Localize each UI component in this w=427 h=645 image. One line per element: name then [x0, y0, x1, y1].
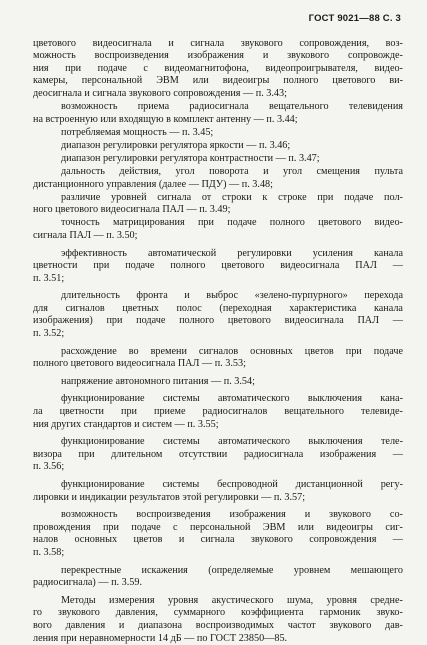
text-line: возможность воспроизведения изображения и звукового со- [61, 509, 403, 521]
paragraph [33, 376, 403, 389]
text-line: изображения) при подаче полного цветового видеосигнала ПАЛ — [33, 315, 403, 327]
paragraph [33, 140, 403, 153]
text-line: напряжение автономного питания — п. 3.54; [61, 375, 255, 387]
paragraph-gap [33, 243, 403, 248]
paragraph [33, 290, 403, 340]
text-line: дальность действия, угол поворота и угол смещения пульта [61, 165, 403, 177]
text-line: можность воспроизведения изображения и звукового сопровожде- [33, 50, 403, 62]
text-line: п. 3.52; [33, 328, 65, 340]
paragraph [33, 38, 403, 101]
paragraph [33, 346, 403, 371]
paragraph-gap [33, 504, 403, 509]
paragraph [33, 479, 403, 504]
text-line: ния других стандартов и систем — п. 3.55; [33, 418, 219, 430]
text-line: функционирование системы автоматического выключения теле- [61, 436, 403, 448]
text-line: перекрестные искажения (определяемые уровнем мешающего [61, 564, 403, 576]
paragraph-gap [33, 388, 403, 393]
text-line: лировки и индикации результатов этой регулировки — п. 3.57; [33, 491, 306, 503]
text-line: диапазон регулировки регулятора контрастности — п. 3.47; [61, 152, 320, 164]
text-line: функционирование системы беспроводной дистанционной регу- [61, 479, 403, 490]
text-line: радиосигнала) — п. 3.59. [33, 577, 143, 589]
text-line: для сигналов цветных полос (переходная характеристика канала [33, 302, 403, 314]
paragraph [33, 509, 403, 559]
text-line: п. 3.58; [33, 546, 65, 558]
text-line: п. 3.56; [33, 461, 65, 473]
text-line: дистанционного управления (далее — ПДУ) — п. 3.48; [33, 178, 273, 190]
text-line: длительность фронта и выброс «зелено-пурпурного» перехода [61, 290, 403, 302]
text-line: провождения при подаче с персональной ЭВМ или видеоигры сиг- [33, 521, 403, 533]
paragraph-gap [33, 474, 403, 479]
paragraph [33, 595, 403, 645]
document-body [33, 37, 403, 645]
paragraph [33, 153, 403, 166]
paragraph [33, 217, 403, 242]
text-line: расхождение во времени сигналов основных цветов при подаче [61, 345, 403, 357]
text-line: точность матрицирования при подаче полного цветового видео- [61, 217, 403, 229]
text-line: го звукового давления, суммарного коэффициента гармоник звуко- [33, 607, 403, 619]
text-line: визора при длительном отсутствии радиосигнала изображения — [33, 448, 403, 460]
text-line: ления при неравномерности 14 дБ — по ГОСТ 23850—85. [33, 632, 288, 644]
text-line: камеры, персональной ЭВМ или видеоигры полного цветового ви- [33, 75, 403, 87]
paragraph-gap [33, 285, 403, 290]
paragraph [33, 166, 403, 191]
paragraph [33, 393, 403, 431]
paragraph-gap [33, 590, 403, 595]
text-line: на встроенную или входящую в комплект антенну — п. 3.44; [33, 113, 298, 125]
text-line: полного цветового видеосигнала ПАЛ — п. 3.53; [33, 358, 246, 370]
paragraph [33, 436, 403, 474]
paragraph-gap [33, 371, 403, 376]
text-line: вого давления и диапазона воспроизводимых частот звукового дав- [33, 619, 403, 631]
text-line: ния при подаче с видеомагнитофона, видеопроигрывателя, видео- [33, 62, 403, 74]
text-line: ного цветового видеосигнала ПАЛ — п. 3.49; [33, 204, 231, 216]
text-line: деосигнала и сигнала звукового сопровождения — п. 3.43; [33, 87, 287, 99]
text-line: диапазон регулировки регулятора яркости — п. 3.46; [61, 139, 291, 151]
paragraph-gap [33, 560, 403, 565]
text-line: сигнала ПАЛ — п. 3.50; [33, 229, 138, 241]
paragraph [33, 127, 403, 140]
text-line: функционирование системы автоматического выключения кана- [61, 393, 403, 405]
paragraph [33, 565, 403, 590]
text-line: цветности при подаче полного цветового видеосигнала ПАЛ — [33, 260, 403, 272]
paragraph [33, 101, 403, 126]
text-line: Методы измерения уровня акустического шума, уровня средне- [61, 594, 403, 606]
paragraph [33, 248, 403, 286]
text-line: ла цветности при приеме радиосигналов вещательного телевиде- [33, 406, 403, 418]
text-line: эффективность автоматической регулировки усиления канала [61, 247, 403, 259]
paragraph-gap [33, 341, 403, 346]
text-line: п. 3.51; [33, 272, 65, 284]
text-line: цветового видеосигнала и сигнала звукового сопровождения, воз- [33, 37, 403, 49]
text-line: потребляемая мощность — п. 3.45; [61, 126, 214, 138]
paragraph-gap [33, 431, 403, 436]
paragraph [33, 192, 403, 217]
page-header: ГОСТ 9021—88 С. 3 [308, 13, 401, 24]
text-line: возможность приема радиосигнала вещательного телевидения [61, 100, 403, 112]
text-line: налов основных цветов и сигнала звукового сопровождения — [33, 534, 403, 546]
text-line: различие уровней сигнала от строки к строке при подаче пол- [61, 191, 403, 203]
